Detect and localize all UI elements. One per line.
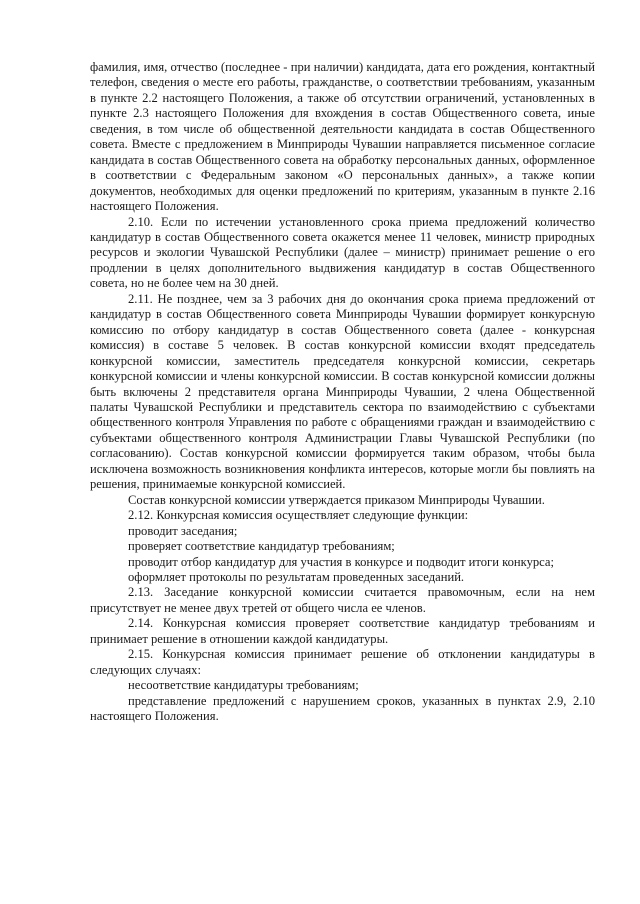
list-item-function-1: проводит заседания; [128,523,238,538]
list-item-function-4: оформляет протоколы по результатам проведенных заседаний. [128,569,465,584]
list-item-function-3: проводит отбор кандидатур для участия в конкурсе и подводит итоги конкурса; [128,554,554,569]
paragraph-2-12: 2.12. Конкурсная комиссия осуществляет следующие функции: [128,508,469,523]
list-item-rejection-2: представление предложений с нарушением сроков, указанных в пунктах 2.9, 2.10 настоящего Положения. [90,693,595,724]
paragraph-2-15: 2.15. Конкурсная комиссия принимает решение об отклонении кандидатуры в следующих случаях: [90,647,595,677]
list-item-function-2: проверяет соответствие кандидатур требованиям; [128,539,395,554]
paragraph-2-10: 2.10. Если по истечении установленного срока приема предложений количество кандидатур в состав Общественного совета окажется менее 11 человек, министр природных ресурсов и экологии Чувашской Республики (далее – министр) принимает решение о его продлении в целях дополнительного выдвижения кандидатур в состав Общественного совета, но не более чем на 30 дней. [90,214,595,291]
document-page [90,60,595,724]
list-item-rejection-1: несоответствие кандидатуры требованиям; [128,678,359,693]
paragraph-2-11: 2.11. Не позднее, чем за 3 рабочих дня до окончания срока приема предложений от кандидатур в состав Общественного совета Минприроды Чувашии формирует конкурсную комиссию по отбору кандидатур в состав Общественного совета (далее - конкурсная комиссия) в составе 5 человек. В состав конкурсной комиссии входят председатель конкурсной комиссии, заместитель председателя конкурсной комиссии, секретарь конкурсной комиссии и члены конкурсной комиссии. В состав конкурсной комиссии должны быть включены 2 представителя органа Минприроды Чувашии, 2 члена Общественной палаты Чувашской Республики и представитель сектора по взаимодействию с субъектами общественного контроля Управления по работе с обращениями граждан и взаимодействию с субъектами общественного контроля Администрации Главы Чувашской Республики (по согласованию). Состав конкурсной комиссии формируется таким образом, чтобы была исключена возможность возникновения конфликта интересов, которые могли бы повлиять на решения, принимаемые конкурсной комиссией. [90,291,595,492]
paragraph-2-14: 2.14. Конкурсная комиссия проверяет соответствие кандидатур требованиям и принимает решение в отношении каждой кандидатуры. [90,616,595,646]
paragraph-candidate-info: фамилия, имя, отчество (последнее - при наличии) кандидата, дата его рождения, контактный телефон, сведения о месте его работы, гражданстве, о соответствии требованиям, указанным в пункте 2.2 настоящего Положения, а также об отсутствии ограничений, установленных в пункте 2.3 настоящего Положения для вхождения в состав Общественного совета, иные сведения, в том числе об общественной деятельности кандидата в состав Общественного совета. Вместе с предложением в Минприроды Чувашии направляется письменное согласие кандидата в состав Общественного совета на обработку персональных данных, оформленное в соответствии с Федеральным законом «О персональных данных», а также копии документов, необходимых для оценки предложений по критериям, указанным в пункте 2.16 настоящего Положения. [90,60,595,214]
paragraph-2-13: 2.13. Заседание конкурсной комиссии считается правомочным, если на нем присутствует не менее двух третей от общего числа ее членов. [90,585,595,615]
paragraph-commission-approval: Состав конкурсной комиссии утверждается приказом Минприроды Чувашии. [128,492,545,507]
